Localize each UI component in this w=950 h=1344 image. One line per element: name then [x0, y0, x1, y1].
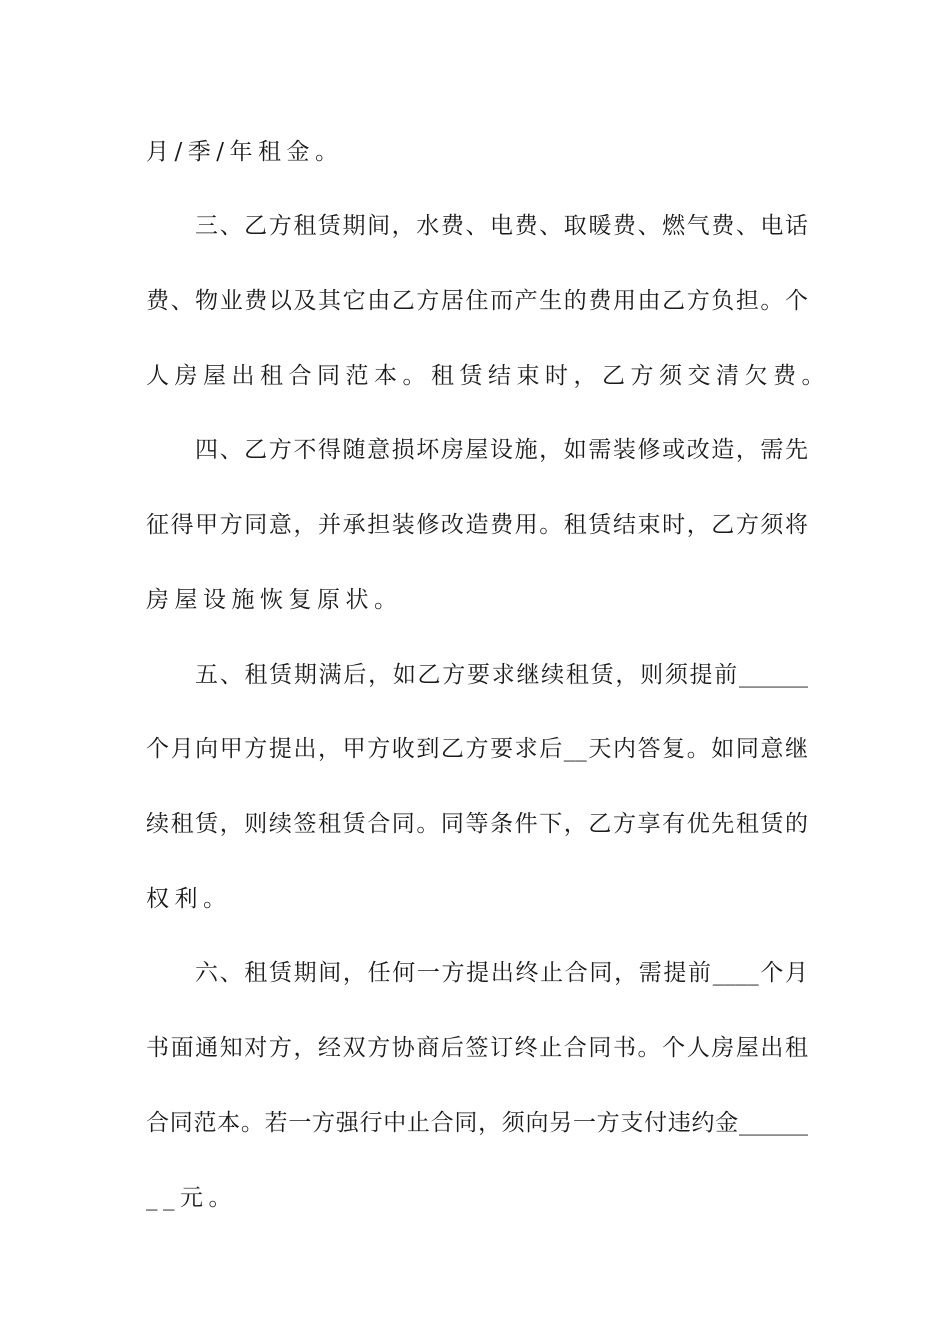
- clause-6-line-2: 书面通知对方，经双方协商后签订终止合同书。个人房屋出租: [146, 1035, 808, 1061]
- clause-3-line-1: 三、乙方租赁期间，水费、电费、取暖费、燃气费、电话: [195, 213, 808, 239]
- clause-3-line-2: 费、物业费以及其它由乙方居住而产生的费用由乙方负担。个: [146, 288, 808, 314]
- clause-4-line-1: 四、乙方不得随意损坏房屋设施，如需装修或改造，需先: [195, 437, 808, 463]
- text-line-1: 月/季/年租金。: [146, 139, 344, 165]
- clause-5-line-1: 五、租赁期满后，如乙方要求继续租赁，则须提前______: [195, 662, 808, 688]
- clause-6-line-3: 合同范本。若一方强行中止合同，须向另一方支付违约金______: [146, 1110, 808, 1136]
- clause-5-line-2: 个月向甲方提出，甲方收到乙方要求后__天内答复。如同意继: [146, 736, 808, 762]
- clause-4-line-2: 征得甲方同意，并承担装修改造费用。租赁结束时，乙方须将: [146, 512, 808, 538]
- clause-3-line-3: 人房屋出租合同范本。租赁结束时，乙方须交清欠费。: [146, 363, 830, 389]
- clause-6-line-1: 六、租赁期间，任何一方提出终止合同，需提前____个月: [195, 960, 808, 986]
- clause-4-line-3: 房屋设施恢复原状。: [146, 587, 403, 613]
- clause-5-line-3: 续租赁，则续签租赁合同。同等条件下，乙方享有优先租赁的: [146, 811, 808, 837]
- clause-5-line-4: 权利。: [146, 886, 232, 912]
- clause-6-line-4: __元。: [146, 1185, 237, 1211]
